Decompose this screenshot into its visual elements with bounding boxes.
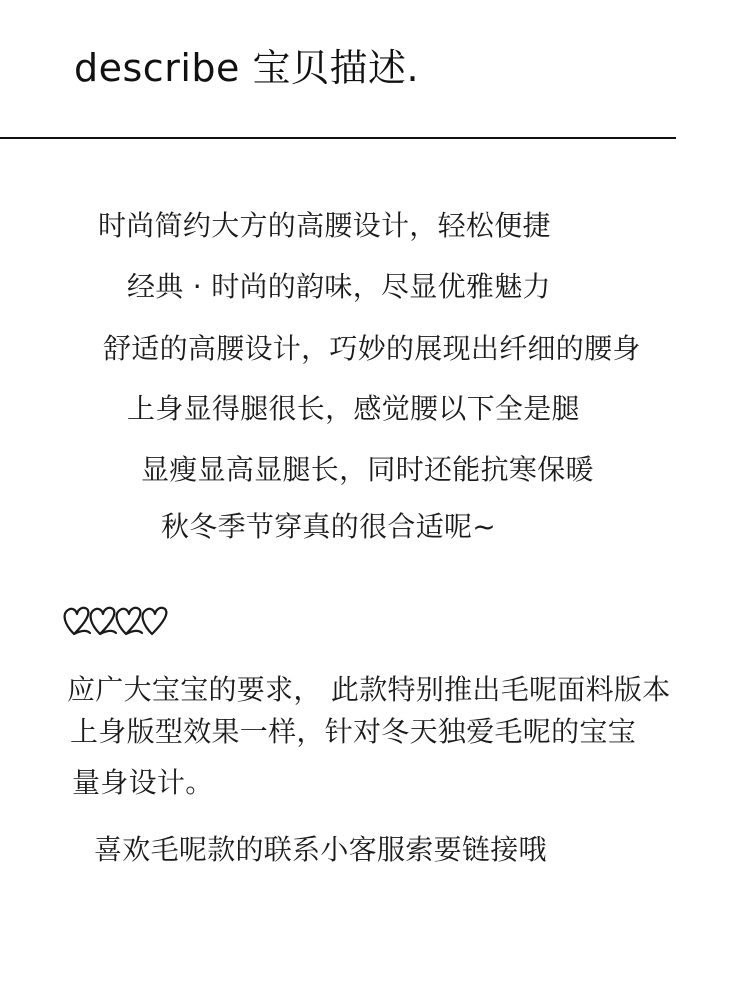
description-line: 上身显得腿很长，感觉腰以下全是腿 bbox=[127, 392, 580, 425]
description-line: 时尚简约大方的高腰设计，轻松便捷 bbox=[98, 209, 551, 242]
title-divider bbox=[0, 137, 676, 139]
description-line: 秋冬季节穿真的很合适呢~ bbox=[161, 510, 497, 543]
notice-line: 量身设计。 bbox=[72, 766, 214, 799]
notice-line: 应广大宝宝的要求， 此款特别推出毛呢面料版本 bbox=[67, 673, 671, 706]
notice-line: 上身版型效果一样，针对冬天独爱毛呢的宝宝 bbox=[70, 715, 637, 748]
description-line: 经典 · 时尚的韵味，尽显优雅魅力 bbox=[127, 270, 551, 303]
page-title: describe 宝贝描述. bbox=[74, 46, 420, 90]
contact-text: 喜欢毛呢款的联系小客服索要链接哦 bbox=[94, 833, 547, 866]
description-line: 舒适的高腰设计，巧妙的展现出纤细的腰身 bbox=[103, 332, 641, 365]
description-line: 显瘦显高显腿长，同时还能抗寒保暖 bbox=[141, 453, 594, 486]
heart-doodle-icon bbox=[60, 600, 170, 640]
